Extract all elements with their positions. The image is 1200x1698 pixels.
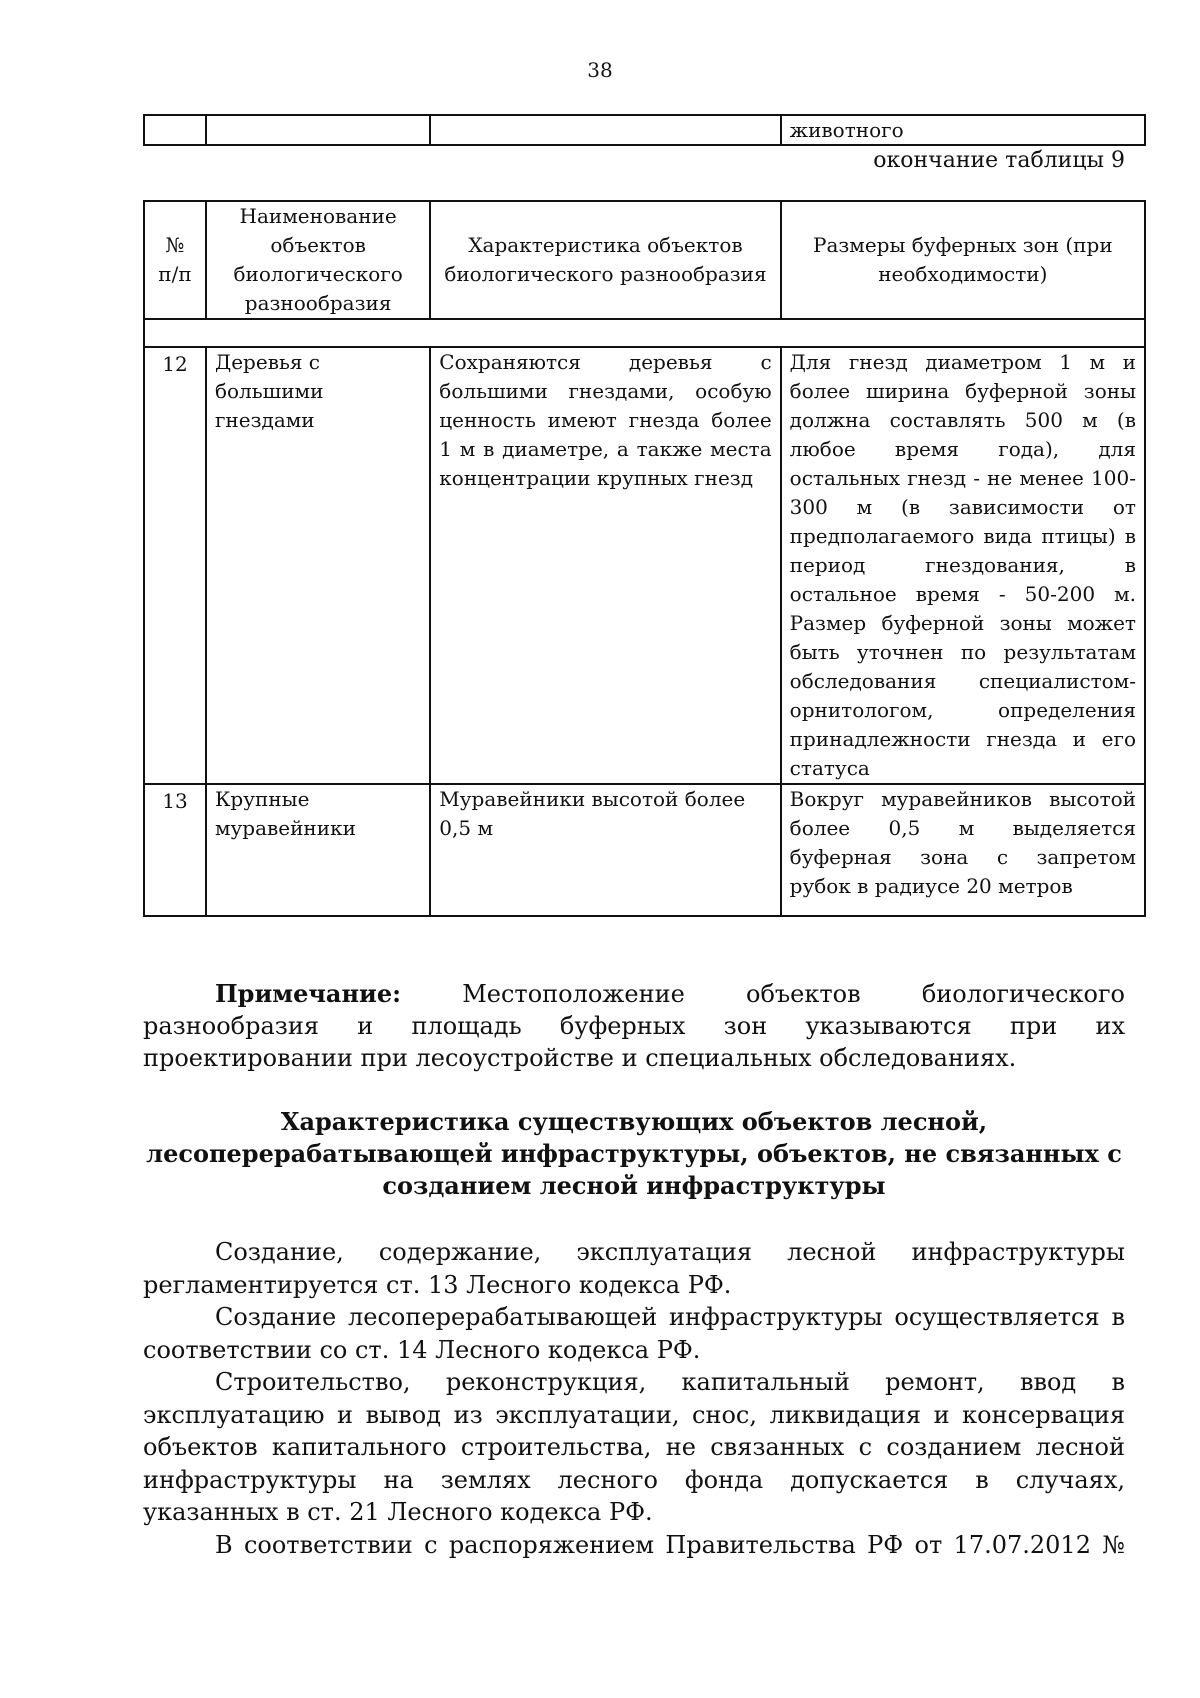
header-cell-characteristic: Характеристика объектов биологического разнообразия <box>430 201 780 319</box>
paragraph: Создание лесоперерабатывающей инфраструктуры осуществляется в соответствии со ст. 14 Лесного кодекса РФ. <box>143 1303 1125 1364</box>
row-buffer: Для гнезд диаметром 1 м и более ширина буферной зоны должна составлять 500 м (в любое время года), для остальных гнезд - не менее 100-300 м (в зависимости от предполагаемого вида птицы) в период гнездования, в остальное время - 50-200 м. Размер буферной зоны может быть уточнен по результатам обследования специалистом-орнитологом, определения принадлежности гнезда и его статуса <box>781 347 1145 784</box>
table-cell <box>144 115 206 145</box>
header-cell-name: Наименование объектов биологического разнообразия <box>206 201 430 319</box>
table-spacer-row <box>144 319 1145 347</box>
page-number: 38 <box>587 58 613 82</box>
row-number: 13 <box>144 784 206 916</box>
row-buffer: Вокруг муравейников высотой более 0,5 м выделяется буферная зона с запретом рубок в радиусе 20 метров <box>781 784 1145 916</box>
table-header-row <box>144 201 1145 319</box>
paragraph: В соответствии с распоряжением Правительства РФ от 17.07.2012 № <box>215 1530 1125 1559</box>
note-paragraph <box>143 978 1125 1074</box>
table-cell: животного <box>781 115 1145 145</box>
row-number: 12 <box>144 347 206 784</box>
header-cell-number: № п/п <box>144 201 206 319</box>
body-text <box>143 1236 1125 1561</box>
table-row <box>144 784 1145 916</box>
section-heading: Характеристика существующих объектов лесной, лесоперерабатывающей инфраструктуры, объектов, не связанных с созданием лесной инфраструктуры <box>146 1107 1122 1200</box>
paragraph: Создание, содержание, эксплуатация лесной инфраструктуры регламентируется ст. 13 Лесного кодекса РФ. <box>143 1238 1125 1299</box>
note-label: Примечание: <box>215 979 401 1008</box>
table-row <box>144 347 1145 784</box>
table-cell <box>206 115 430 145</box>
row-name: Деревья с большими гнездами <box>206 347 430 784</box>
header-cell-buffer: Размеры буферных зон (при необходимости) <box>781 201 1145 319</box>
table-row <box>144 115 1145 145</box>
row-characteristic: Муравейники высотой более 0,5 м <box>430 784 780 916</box>
continuation-table <box>143 114 1146 146</box>
note-text: Местоположение объектов биологического разнообразия и площадь буферных зон указываются при их проектировании при лесоустройстве и специальных обследованиях. <box>143 980 1125 1072</box>
row-characteristic: Сохраняются деревья с большими гнездами, особую ценность имеют гнезда более 1 м в диаметре, а также места концентрации крупных гнезд <box>430 347 780 784</box>
table-caption: окончание таблицы 9 <box>873 148 1125 173</box>
biodiversity-table <box>143 200 1146 917</box>
table-cell <box>144 319 1145 347</box>
table-cell <box>430 115 780 145</box>
row-name: Крупные муравейники <box>206 784 430 916</box>
paragraph: Строительство, реконструкция, капитальный ремонт, ввод в эксплуатацию и вывод из эксплуатации, снос, ликвидация и консервация объектов капитального строительства, не связанных с созданием лесной инфраструктуры на землях лесного фонда допускается в случаях, указанных в ст. 21 Лесного кодекса РФ. <box>143 1368 1125 1526</box>
